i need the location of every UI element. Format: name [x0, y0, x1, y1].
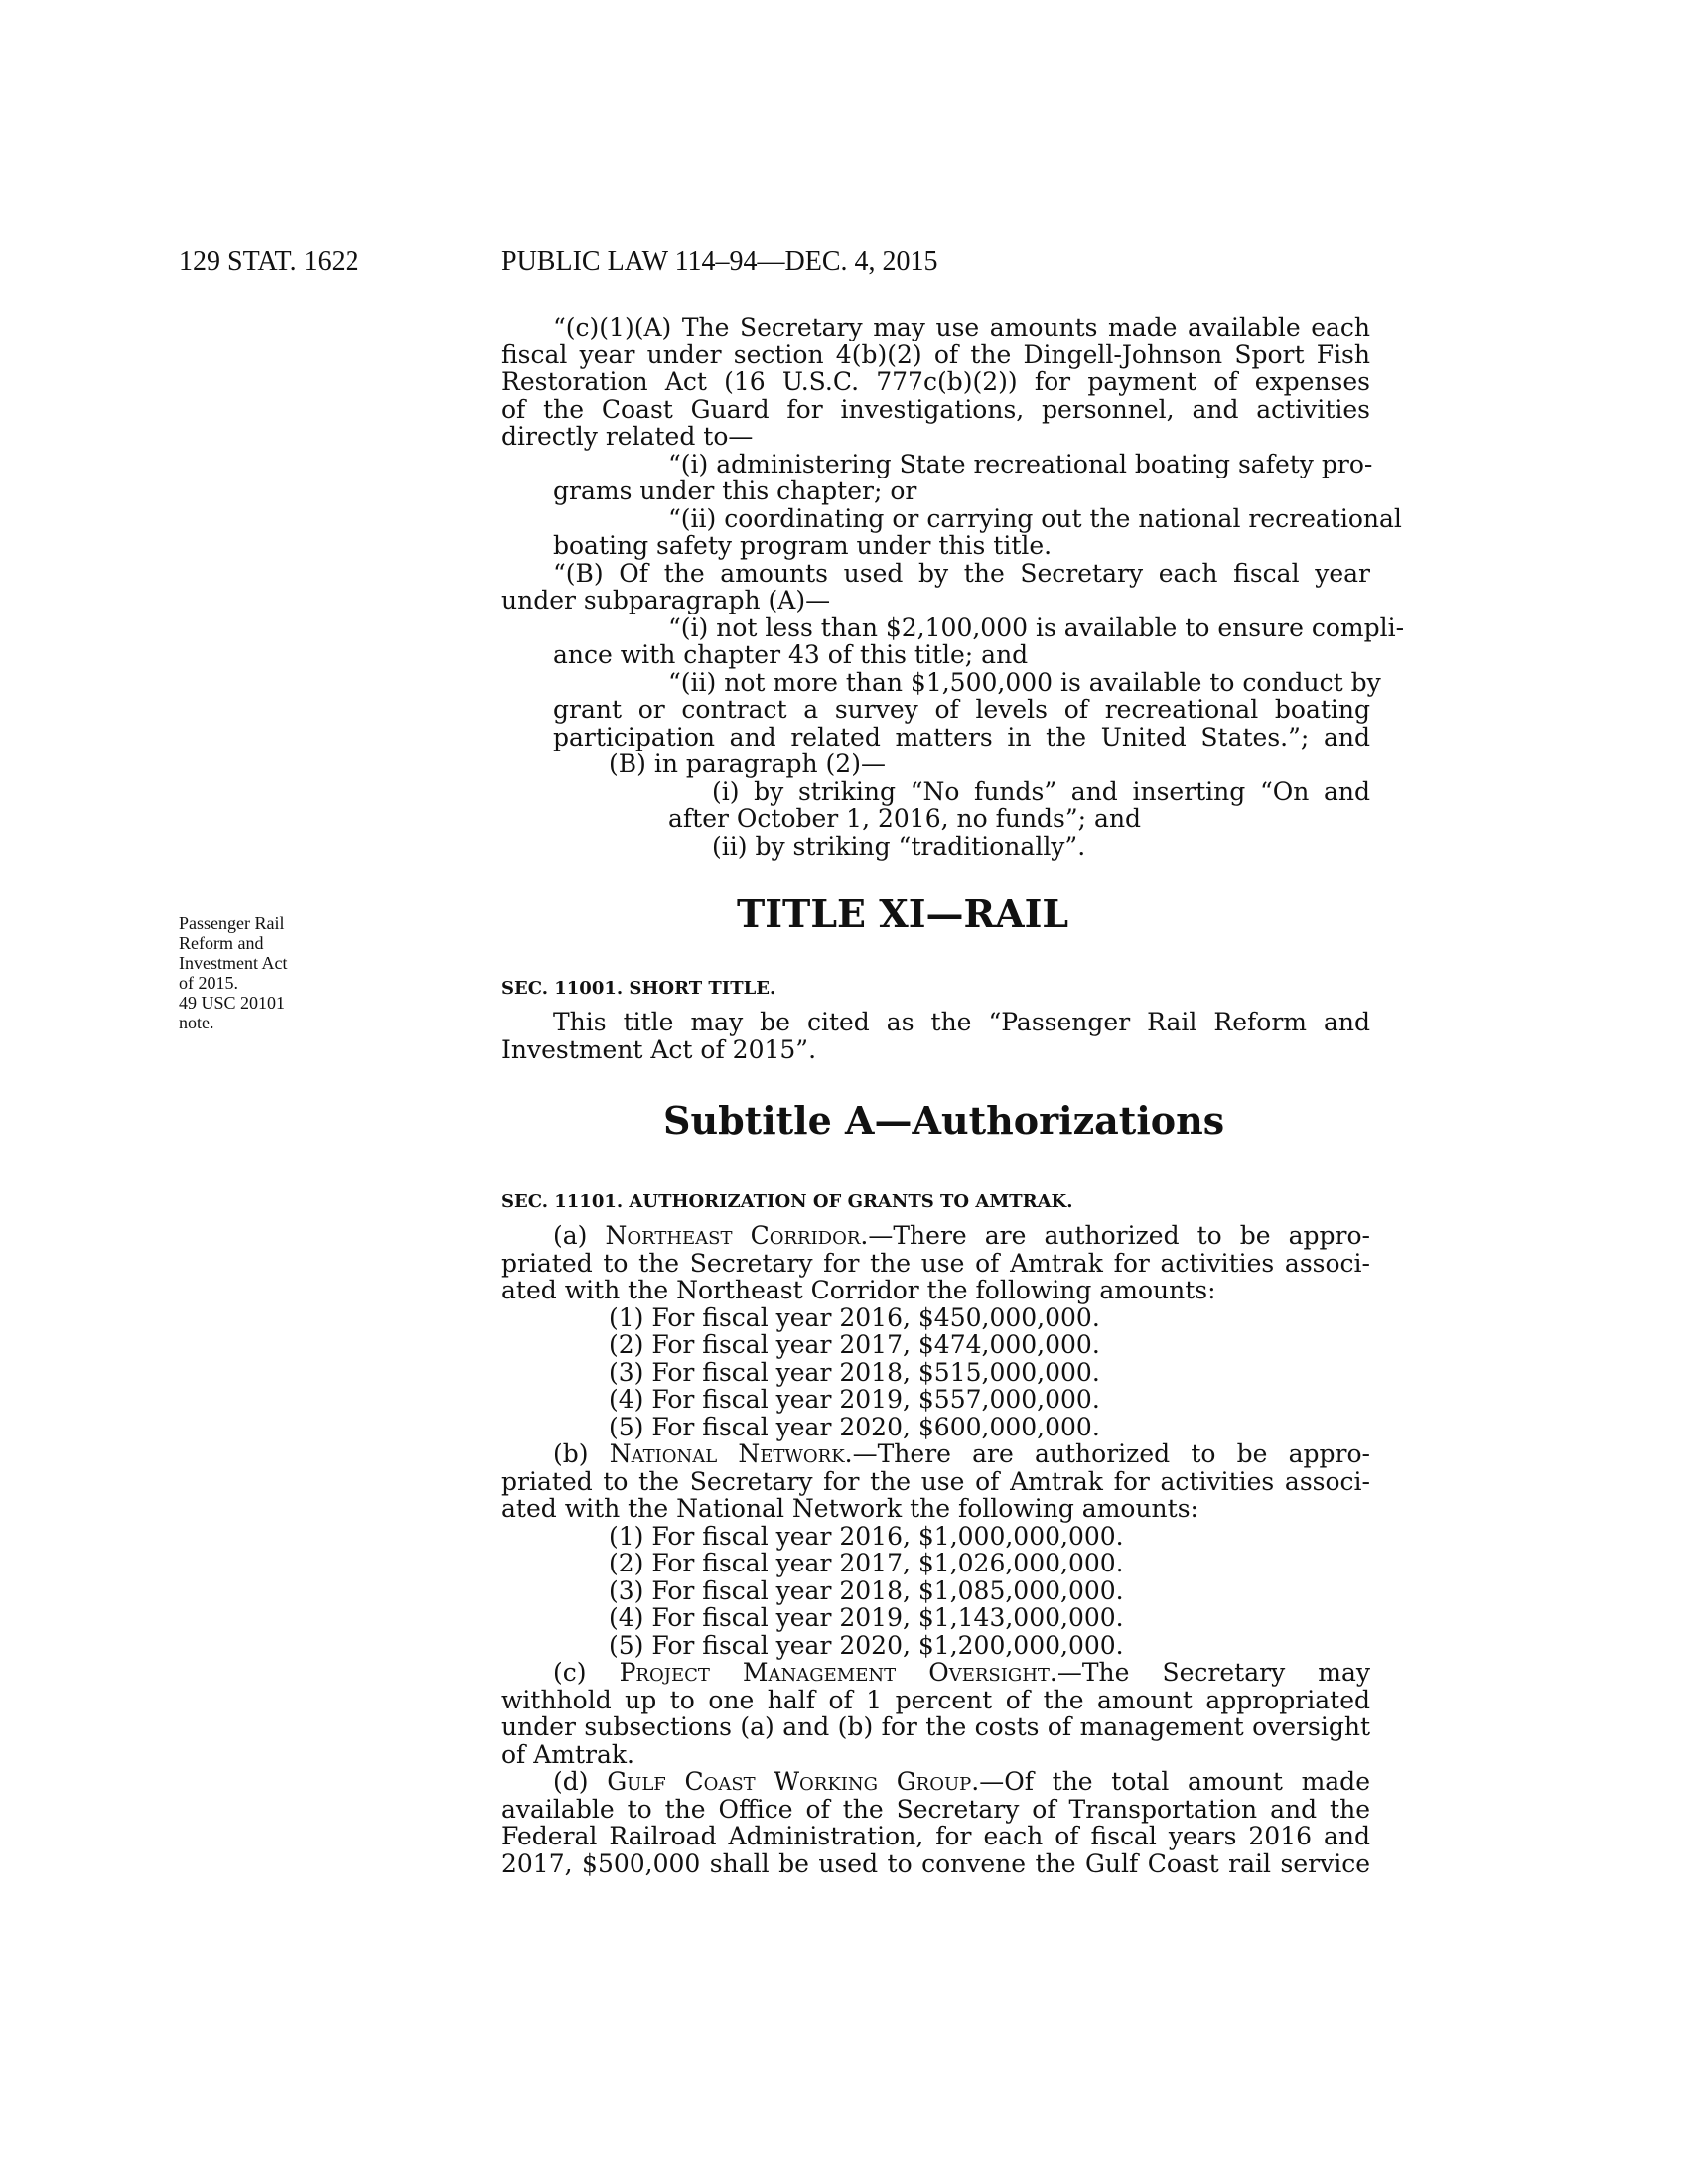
text: .—Of the total amount made — [971, 1767, 1370, 1796]
text: .—There are authorized to be appro- — [844, 1439, 1370, 1468]
text-line: priated to the Secretary for the use of Amtrak for activities associ- — [501, 1466, 1370, 1496]
text-line: “(i) not less than $2,100,000 is available to ensure compli- — [668, 613, 1405, 642]
text-line: (ii) by striking “traditionally”. — [712, 831, 1086, 861]
margin-note-line: 49 USC 20101 — [179, 993, 286, 1013]
margin-note-line: note. — [179, 1013, 214, 1032]
subsection-heading: Project Management Oversight — [619, 1658, 1050, 1687]
text-line: “(B) Of the amounts used by the Secretary each fiscal year — [553, 558, 1370, 588]
list-item: (3) For fiscal year 2018, $1,085,000,000. — [609, 1575, 1124, 1605]
subsection-a-lead — [501, 1222, 1370, 1250]
text-line: grant or contract a survey of levels of recreational boating — [553, 695, 1370, 724]
text-line: ated with the National Network the following amounts: — [501, 1494, 1198, 1523]
text-line: participation and related matters in the United States.”; and — [553, 722, 1370, 751]
subsection-heading: Gulf Coast Working Group — [607, 1767, 972, 1796]
text-line: “(c)(1)(A) The Secretary may use amounts made available each — [553, 313, 1370, 341]
subsection-heading: Northeast Corridor — [605, 1221, 861, 1250]
section-text — [501, 1009, 1370, 1063]
text: .—The Secretary may — [1049, 1658, 1370, 1687]
text-line: “(ii) not more than $1,500,000 is available to conduct by — [668, 667, 1381, 697]
list-item: (1) For fiscal year 2016, $450,000,000. — [609, 1302, 1100, 1332]
section-heading: SEC. 11101. AUTHORIZATION OF GRANTS TO AMTRAK. — [501, 1191, 1073, 1212]
text-line: “(i) administering State recreational boating safety pro- — [668, 449, 1373, 478]
margin-note-line: Investment Act — [179, 953, 288, 973]
page-stat-number: 129 STAT. 1622 — [179, 246, 359, 277]
text-line: after October 1, 2016, no funds”; and — [668, 804, 1142, 833]
label: (a) — [553, 1221, 606, 1250]
list-item: (1) For fiscal year 2016, $1,000,000,000. — [609, 1521, 1124, 1551]
text-line: boating safety program under this title. — [553, 531, 1053, 560]
text-line: Restoration Act (16 U.S.C. 777c(b)(2)) for payment of expenses — [501, 367, 1370, 396]
text: .—There are authorized to be appro- — [860, 1221, 1370, 1250]
text-line: priated to the Secretary for the use of Amtrak for activities associ- — [501, 1248, 1370, 1278]
list-item: (5) For fiscal year 2020, $1,200,000,000. — [609, 1630, 1124, 1660]
amendment-block — [501, 313, 1405, 861]
subtitle-heading: Subtitle A—Authorizations — [663, 1098, 1225, 1143]
label: (c) — [553, 1658, 620, 1687]
text-line: grams under this chapter; or — [553, 477, 917, 505]
text-line: Investment Act of 2015”. — [501, 1034, 817, 1064]
margin-note-line: Passenger Rail — [179, 913, 285, 933]
text-line: ance with chapter 43 of this title; and — [553, 640, 1029, 669]
section-text — [501, 1222, 1370, 1877]
text-line: “(ii) coordinating or carrying out the national recreational — [668, 503, 1402, 533]
margin-note-line: of 2015. — [179, 973, 238, 993]
list-item: (2) For fiscal year 2017, $1,026,000,000. — [609, 1549, 1124, 1577]
list-item: (4) For fiscal year 2019, $1,143,000,000. — [609, 1603, 1124, 1632]
text-line: This title may be cited as the “Passenger Rail Reform and — [553, 1008, 1370, 1036]
text-line: fiscal year under section 4(b)(2) of the Dingell-Johnson Sport Fish — [501, 340, 1370, 369]
list-item: (5) For fiscal year 2020, $600,000,000. — [609, 1412, 1100, 1441]
subsection-c-lead — [501, 1659, 1370, 1687]
text-line: Federal Railroad Administration, for each of fiscal years 2016 and — [501, 1822, 1370, 1850]
text-line: directly related to— — [501, 422, 754, 451]
text-line: (B) in paragraph (2)— — [609, 750, 886, 778]
text-line: 2017, $500,000 shall be used to convene the Gulf Coast rail service — [501, 1848, 1370, 1878]
running-header: PUBLIC LAW 114–94—DEC. 4, 2015 — [501, 246, 938, 277]
margin-note — [179, 913, 287, 1032]
text-line: under subsections (a) and (b) for the costs of management oversight — [501, 1712, 1370, 1741]
text-line: of Amtrak. — [501, 1739, 635, 1769]
label: (b) — [553, 1439, 610, 1468]
text-line: available to the Office of the Secretary of Transportation and the — [501, 1794, 1370, 1824]
list-item: (3) For fiscal year 2018, $515,000,000. — [609, 1357, 1100, 1387]
label: (d) — [553, 1767, 608, 1796]
text-line: withhold up to one half of 1 percent of the amount appropriated — [501, 1685, 1370, 1714]
subsection-heading: National Network — [609, 1439, 845, 1468]
margin-note-line: Reform and — [179, 933, 264, 953]
title-heading: TITLE XI—RAIL — [737, 891, 1069, 936]
subsection-b-lead — [501, 1440, 1370, 1468]
text-line: (i) by striking “No funds” and inserting “On and — [712, 776, 1370, 806]
list-item: (2) For fiscal year 2017, $474,000,000. — [609, 1330, 1100, 1359]
text-line: of the Coast Guard for investigations, personnel, and activities — [501, 394, 1370, 424]
text-line: ated with the Northeast Corridor the following amounts: — [501, 1276, 1216, 1304]
text-line: under subparagraph (A)— — [501, 586, 831, 614]
section-heading: SEC. 11001. SHORT TITLE. — [501, 978, 776, 999]
list-item: (4) For fiscal year 2019, $557,000,000. — [609, 1385, 1100, 1414]
subsection-d-lead — [501, 1768, 1370, 1796]
